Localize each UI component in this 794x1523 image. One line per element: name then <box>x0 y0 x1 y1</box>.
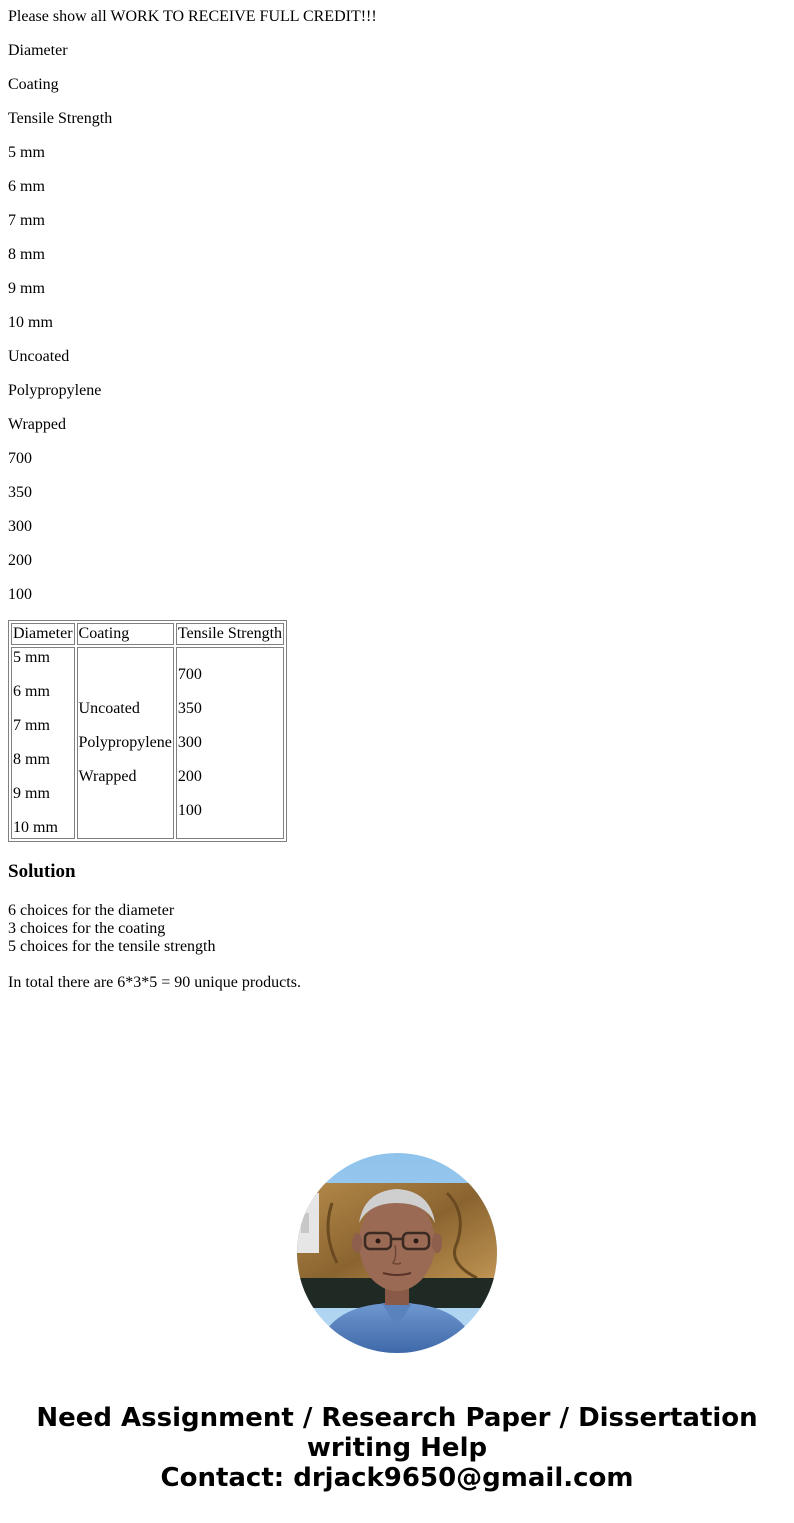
list-item: 5 mm <box>8 144 45 161</box>
list-item: Diameter <box>8 42 68 59</box>
diameter-value: 8 mm <box>13 751 50 768</box>
list-item: 300 <box>8 518 32 535</box>
solution-line: 6 choices for the diameter <box>8 902 175 919</box>
tensile-strength-cell <box>176 647 284 839</box>
list-item: 350 <box>8 484 32 501</box>
list-item: 100 <box>8 586 32 603</box>
diameter-value: 9 mm <box>13 785 50 802</box>
diameter-cell <box>11 647 75 839</box>
tensile-strength-value: 100 <box>177 802 202 819</box>
list-item: 9 mm <box>8 280 45 297</box>
table-header-row <box>11 623 284 645</box>
tensile-strength-value: 300 <box>177 734 202 751</box>
list-item: 6 mm <box>8 178 45 195</box>
tensile-strength-value: 200 <box>177 768 202 785</box>
list-item: 7 mm <box>8 212 45 229</box>
solution-line: 5 choices for the tensile strength <box>8 938 216 955</box>
solution-body <box>8 902 786 992</box>
promo-contact: Contact: drjack9650@gmail.com <box>160 1463 634 1493</box>
tensile-strength-value: 700 <box>177 666 202 683</box>
solution-line: 3 choices for the coating <box>8 920 166 937</box>
list-item: Wrapped <box>8 416 66 433</box>
coating-cell <box>77 647 174 839</box>
tensile-strength-value: 350 <box>177 700 202 717</box>
coating-value: Polypropylene <box>78 734 172 751</box>
promo-line: Need Assignment / Research Paper / Dissertation <box>36 1403 758 1433</box>
list-item: 700 <box>8 450 32 467</box>
coating-value: Wrapped <box>78 768 137 785</box>
instruction-text: Please show all WORK TO RECEIVE FULL CREDIT!!! <box>8 8 377 25</box>
diameter-value: 7 mm <box>13 717 50 734</box>
header-coating: Coating <box>77 623 174 645</box>
list-item: Polypropylene <box>8 382 102 399</box>
list-item: 8 mm <box>8 246 45 263</box>
solution-heading: Solution <box>8 861 76 882</box>
plain-list <box>8 42 786 604</box>
list-item: Tensile Strength <box>8 110 113 127</box>
page-content <box>8 0 786 992</box>
promo-line: writing Help <box>306 1433 488 1463</box>
diameter-value: 5 mm <box>13 649 50 666</box>
promo-banner <box>0 1403 794 1493</box>
list-item: Coating <box>8 76 59 93</box>
list-item: 10 mm <box>8 314 53 331</box>
header-diameter: Diameter <box>11 623 75 645</box>
avatar-photo <box>297 1153 497 1353</box>
solution-total: In total there are 6*3*5 = 90 unique products. <box>8 974 301 991</box>
avatar <box>297 1153 497 1353</box>
spec-table <box>8 620 287 842</box>
list-item: 200 <box>8 552 32 569</box>
diameter-value: 6 mm <box>13 683 50 700</box>
list-item: Uncoated <box>8 348 70 365</box>
diameter-value: 10 mm <box>13 819 58 836</box>
coating-value: Uncoated <box>78 700 140 717</box>
table-row <box>11 647 284 839</box>
header-tensile-strength: Tensile Strength <box>176 623 284 645</box>
